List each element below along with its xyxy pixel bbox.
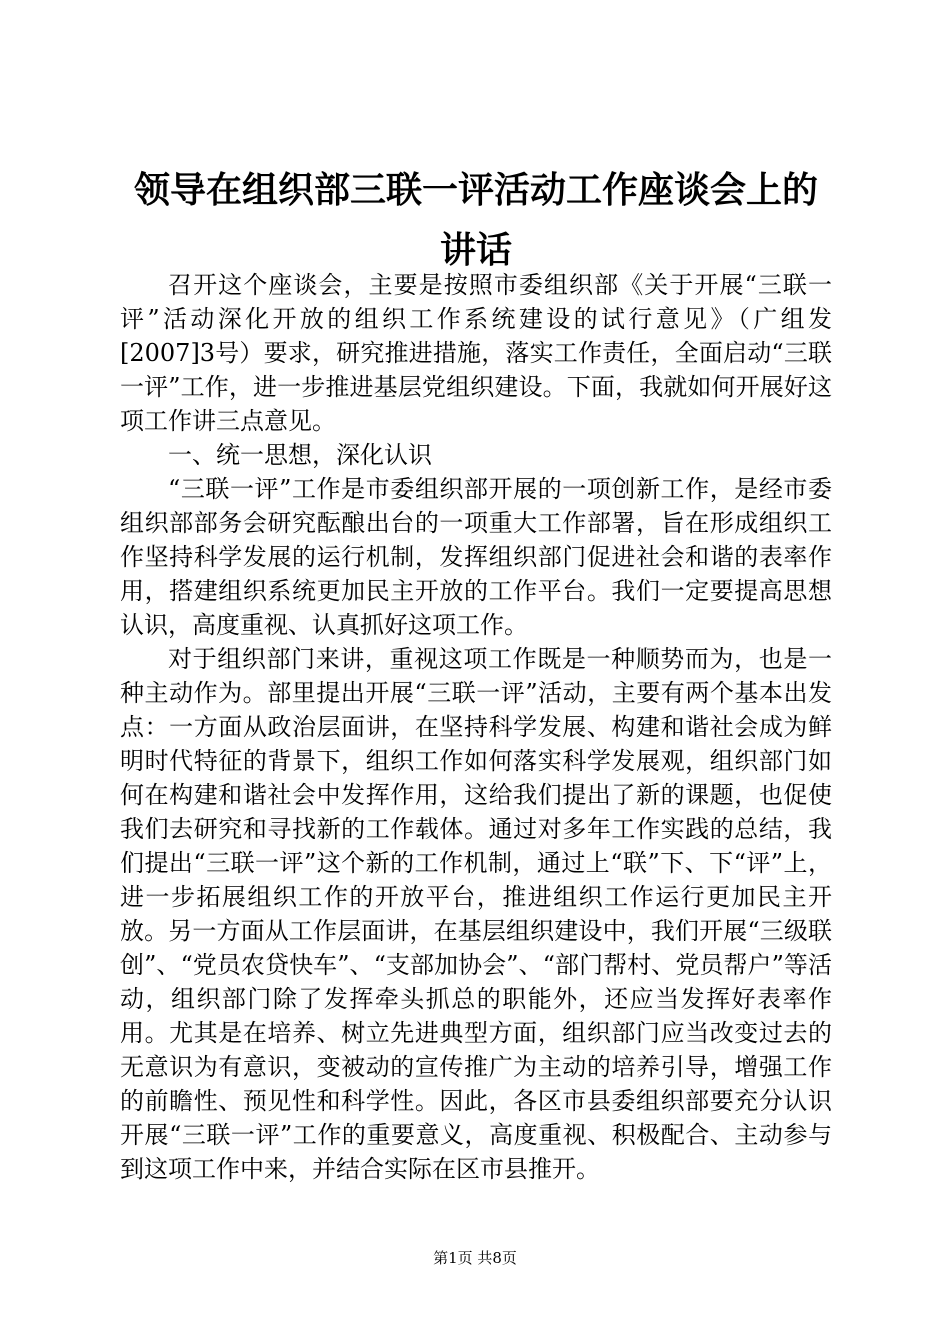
paragraph-intro: 召开这个座谈会，主要是按照市委组织部《关于开展“三联一评”活动深化开放的组织工作系统建设的试行意见》（广组发[2007]3号）要求，研究推进措施，落实工作责任，全面启动“三联一评”工作，进一步推进基层党组织建设。下面，我就如何开展好这项工作讲三点意见。 (120, 271, 832, 435)
paragraph-section-1b: 对于组织部门来讲，重视这项工作既是一种顺势而为，也是一种主动作为。部里提出开展“三联一评”活动，主要有两个基本出发点：一方面从政治层面讲，在坚持科学发展、构建和谐社会成为鲜明时代特征的背景下，组织工作如何落实科学发展观，组织部门如何在构建和谐社会中发挥作用，这给我们提出了新的课题，也促使我们去研究和寻找新的工作载体。通过对多年工作实践的总结，我们提出“三联一评”这个新的工作机制，通过上“联”下、下“评”上，进一步拓展组织工作的开放平台，推进组织工作运行更加民主开放。另一方面从工作层面讲，在基层组织建设中，我们开展“三级联创”、“党员农贷快车”、“支部加协会”、“部门帮村、党员帮户”等活动，组织部门除了发挥牵头抓总的职能外，还应当发挥好表率作用。尤其是在培养、树立先进典型方面，组织部门应当改变过去的无意识为有意识，变被动的宣传推广为主动的培养引导，增强工作的前瞻性、预见性和科学性。因此，各区市县委组织部要充分认识开展“三联一评”工作的重要意义，高度重视、积极配合、主动参与到这项工作中来，并结合实际在区市县推开。 (120, 645, 832, 1183)
page-footer: 第1页 共8页 (433, 1249, 517, 1267)
document-title: 领导在组织部三联一评活动工作座谈会上的讲话 (133, 169, 818, 271)
document-body (120, 268, 832, 1186)
paragraph-section-1a: “三联一评”工作是市委组织部开展的一项创新工作，是经市委组织部部务会研究酝酿出台的一项重大工作部署，旨在形成组织工作坚持科学发展的运行机制，发挥组织部门促进社会和谐的表率作用，搭建组织系统更加民主开放的工作平台。我们一定要提高思想认识，高度重视、认真抓好这项工作。 (120, 475, 832, 639)
section-heading-1: 一、统一思想，深化认识 (168, 441, 432, 469)
